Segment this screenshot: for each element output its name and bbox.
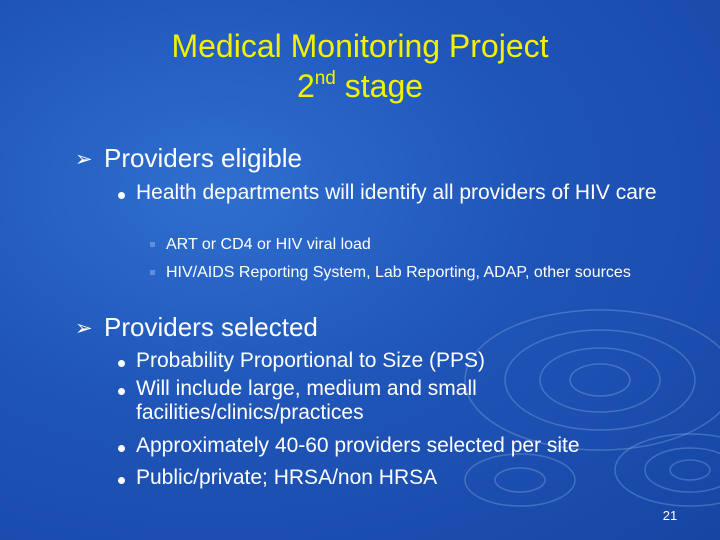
bullet-text: Will include large, medium and small facilities/clinics/practices [136,377,477,424]
slide-title [0,26,720,106]
dot-bullet-icon [118,388,125,395]
arrow-bullet-icon: ➢ [75,317,93,340]
title-line-2 [0,66,720,106]
bullet-text: Providers eligible [104,143,302,173]
title-ordinal-suffix: nd [314,68,336,89]
bullet-providers-per-site [136,434,696,458]
bullet-health-departments [136,181,676,205]
bullet-art-cd4 [166,235,686,255]
bullet-text: Probability Proportional to Size (PPS) [136,349,485,372]
bullet-facility-sizes [136,377,556,425]
bullet-hars-reporting [166,263,686,283]
bullet-text: ART or CD4 or HIV viral load [166,236,371,253]
dot-bullet-icon [118,192,125,199]
bullet-text: Approximately 40-60 providers selected per site [136,434,580,457]
title-ordinal-number: 2 [296,68,315,104]
title-line-1: Medical Monitoring Project [171,28,549,64]
bullet-public-private [136,466,676,490]
dot-bullet-icon [118,360,125,367]
dot-bullet-icon [118,477,125,484]
square-bullet-icon [150,270,155,275]
square-bullet-icon [150,242,155,247]
title-stage-text: stage [335,68,424,104]
bullet-text: HIV/AIDS Reporting System, Lab Reporting, ADAP, other sources [166,264,631,281]
bullet-text: Health departments will identify all providers of HIV care [136,181,657,204]
bullet-text: Providers selected [104,312,318,342]
arrow-bullet-icon: ➢ [75,148,93,171]
bullet-providers-selected [75,312,704,342]
bullet-providers-eligible [75,143,704,173]
dot-bullet-icon [118,445,125,452]
slide-number: 21 [662,508,678,523]
bullet-pps [136,349,676,373]
bullet-text: Public/private; HRSA/non HRSA [136,466,438,489]
